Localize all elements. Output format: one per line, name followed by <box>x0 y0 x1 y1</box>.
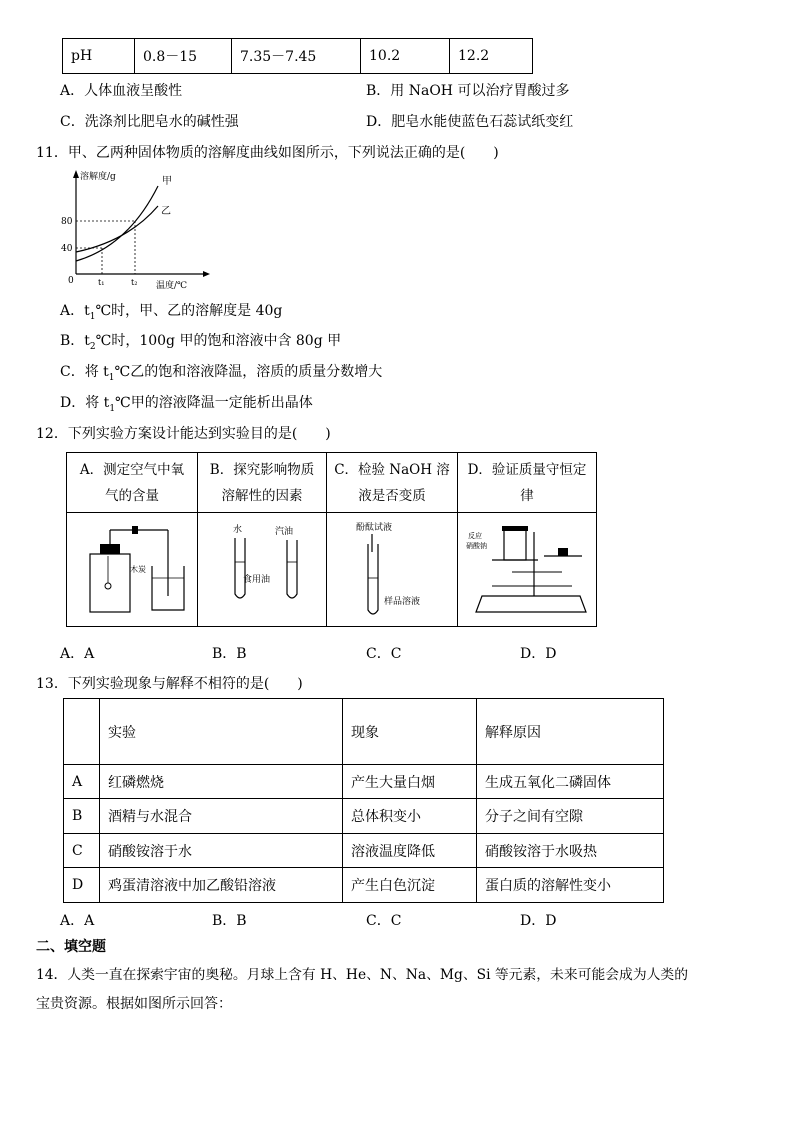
apparatus-balance-figure <box>462 516 592 620</box>
q12-figure-d <box>458 513 597 627</box>
q13-answer-a: A．A <box>60 913 95 929</box>
q10-option-c: C．洗涤剂比肥皂水的碱性强 <box>60 114 239 130</box>
q12-header-d: D．验证质量守恒定 律 <box>458 453 597 513</box>
q13-header: 解释原因 <box>477 699 664 765</box>
solubility-curve-figure <box>58 166 218 296</box>
q13-cell: A <box>64 765 100 799</box>
q12-answer-a: A．A <box>60 646 95 662</box>
q12-answer-d: D．D <box>520 646 557 662</box>
q12-answer-b: B．B <box>212 646 247 662</box>
q12-header-c: C．检验 NaOH 溶 液是否变质 <box>327 453 458 513</box>
origin-label: 0 <box>68 276 74 286</box>
label-sodium-nitrate: 硝酸钠 <box>466 541 487 550</box>
ph-cell: pH <box>63 39 135 74</box>
q10-option-d: D．肥皂水能使蓝色石蕊试纸变红 <box>366 114 574 130</box>
q12-table <box>66 452 597 627</box>
ph-cell: 10.2 <box>361 39 450 74</box>
q12-header-b: B．探究影响物质 溶解性的因素 <box>198 453 327 513</box>
q13-cell: C <box>64 834 100 868</box>
y-tick-label: 80 <box>61 217 73 227</box>
q10-option-a: A．人体血液呈酸性 <box>60 83 183 99</box>
q13-cell: 硝酸铵溶于水 <box>100 834 343 868</box>
q12-figure-c <box>327 513 458 627</box>
q13-cell: 蛋白质的溶解性变小 <box>477 868 664 903</box>
x-axis-arrow <box>203 271 210 277</box>
label-phenolphthalein: 酚酞试液 <box>356 522 393 533</box>
label-reaction: 反应 <box>468 531 482 540</box>
q13-header: 实验 <box>100 699 343 765</box>
ph-cell: 7.35－7.45 <box>232 39 361 74</box>
q12-figure-b <box>198 513 327 627</box>
q13-answer-b: B．B <box>212 913 247 929</box>
q10-option-b: B．用 NaOH 可以治疗胃酸过多 <box>366 83 570 99</box>
apparatus-oxygen-figure <box>72 516 192 620</box>
series-label-jia: 甲 <box>162 176 172 187</box>
q13-answer-d: D．D <box>520 913 557 929</box>
x-tick-label: t₁ <box>98 278 105 287</box>
q13-cell: 硝酸铵溶于水吸热 <box>477 834 664 868</box>
q12-stem: 12．下列实验方案设计能达到实验目的是( ) <box>36 426 331 442</box>
label-water: 水 <box>233 524 243 535</box>
q13-header: 现象 <box>343 699 477 765</box>
q12-answer-c: C．C <box>366 646 402 662</box>
y-axis-arrow <box>73 170 79 178</box>
curve-jia <box>76 186 158 261</box>
y-axis-label: 溶解度/g <box>80 172 116 182</box>
section-title: 二、填空题 <box>36 939 106 955</box>
ph-cell: 12.2 <box>450 39 533 74</box>
q12-header-a: A．测定空气中氧 气的含量 <box>67 453 198 513</box>
q11-option-c: C．将 $t_1℃$乙的饱和溶液降温，溶质的质量分数增大 <box>60 364 383 383</box>
q13-cell: 产生白色沉淀 <box>343 868 477 903</box>
q14-line1: 14．人类一直在探索宇宙的奥秘。月球上含有 H、He、N、Na、Mg、Si 等元素，未来可能会成为人类的 <box>36 967 689 983</box>
q13-cell: 生成五氧化二磷固体 <box>477 765 664 799</box>
q13-cell: 鸡蛋清溶液中加乙酸铅溶液 <box>100 868 343 903</box>
q13-cell: B <box>64 799 100 834</box>
q13-cell: 产生大量白烟 <box>343 765 477 799</box>
apparatus-solubility-figure <box>207 516 317 620</box>
q11-option-a: A．$t_1℃$时，甲、乙的溶解度是 40g <box>60 303 283 322</box>
q13-cell: 溶液温度降低 <box>343 834 477 868</box>
x-tick-label: t₂ <box>131 278 138 287</box>
ph-table <box>62 38 533 74</box>
q13-cell: 红磷燃烧 <box>100 765 343 799</box>
apparatus-naoh-figure <box>332 516 452 620</box>
q13-answer-c: C．C <box>366 913 402 929</box>
label-charcoal: 木炭 <box>130 564 146 574</box>
series-label-yi: 乙 <box>161 206 171 217</box>
q13-cell: 分子之间有空隙 <box>477 799 664 834</box>
q13-header <box>64 699 100 765</box>
q13-cell: 酒精与水混合 <box>100 799 343 834</box>
q13-stem: 13．下列实验现象与解释不相符的是( ) <box>36 676 303 692</box>
label-gasoline: 汽油 <box>275 526 294 537</box>
q13-cell: D <box>64 868 100 903</box>
q11-stem: 11．甲、乙两种固体物质的溶解度曲线如图所示，下列说法正确的是( ) <box>36 145 499 161</box>
q14-line2: 宝贵资源。根据如图所示回答： <box>36 996 232 1012</box>
q11-option-d: D．将 $t_1℃$甲的溶液降温一定能析出晶体 <box>60 395 313 414</box>
ph-cell: 0.8－15 <box>135 39 232 74</box>
label-edible-oil: 食用油 <box>243 574 271 585</box>
q13-cell: 总体积变小 <box>343 799 477 834</box>
y-tick-label: 40 <box>61 244 73 254</box>
q12-figure-a <box>67 513 198 627</box>
label-sample-solution: 样品溶液 <box>384 596 421 607</box>
curve-yi <box>76 206 158 252</box>
q11-option-b: B．$t_2℃$时，100g 甲的饱和溶液中含 80g 甲 <box>60 333 342 352</box>
x-axis-label: 温度/℃ <box>156 281 188 291</box>
q13-table <box>63 698 664 903</box>
